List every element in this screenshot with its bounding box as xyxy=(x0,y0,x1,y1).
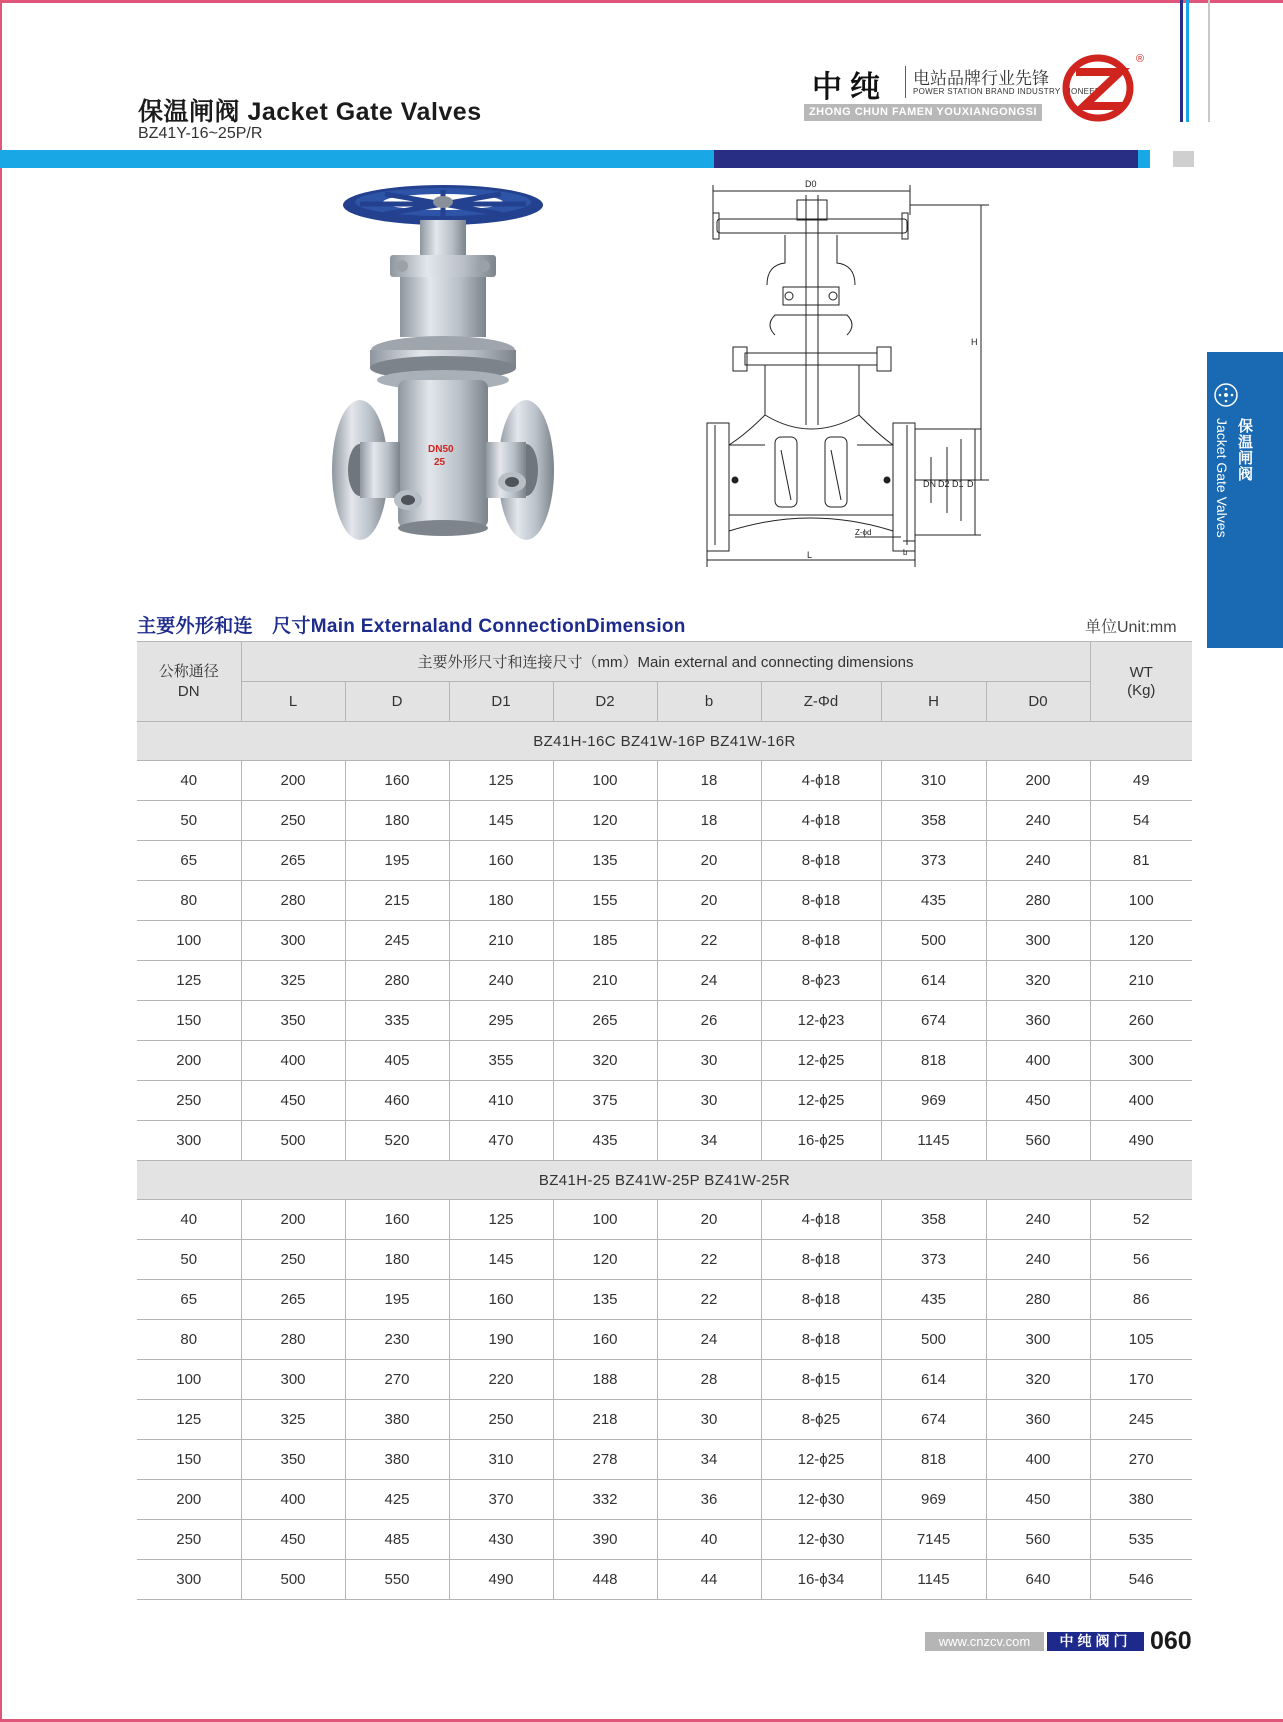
brand-name: 中纯 xyxy=(812,71,888,104)
table-cell: 145 xyxy=(449,801,553,841)
table-cell: 1145 xyxy=(881,1121,986,1161)
table-cell: 218 xyxy=(553,1400,657,1440)
table-cell: 28 xyxy=(657,1360,761,1400)
column-header: D0 xyxy=(986,682,1090,722)
table-row xyxy=(137,1001,1192,1041)
table-cell: 240 xyxy=(986,1240,1090,1280)
table-cell: 535 xyxy=(1090,1520,1192,1560)
table-cell: 160 xyxy=(345,1200,449,1240)
table-cell: 310 xyxy=(881,761,986,801)
table-cell: 370 xyxy=(449,1480,553,1520)
table-cell: 86 xyxy=(1090,1280,1192,1320)
table-cell: 40 xyxy=(657,1520,761,1560)
table-row xyxy=(137,881,1192,921)
body-marking-dn: DN50 xyxy=(428,444,454,455)
table-cell: 490 xyxy=(1090,1121,1192,1161)
table-cell: 320 xyxy=(986,961,1090,1001)
table-cell: 56 xyxy=(1090,1240,1192,1280)
drawing-label-b: b xyxy=(903,548,908,557)
table-cell: 22 xyxy=(657,921,761,961)
table-row xyxy=(137,1520,1192,1560)
column-header: Z-Φd xyxy=(761,682,881,722)
table-cell: 160 xyxy=(449,841,553,881)
table-cell: 8-ϕ18 xyxy=(761,921,881,961)
table-cell: 12-ϕ25 xyxy=(761,1440,881,1480)
table-cell: 100 xyxy=(137,921,241,961)
table-cell: 65 xyxy=(137,841,241,881)
column-header: H xyxy=(881,682,986,722)
table-row xyxy=(137,1320,1192,1360)
table-cell: 550 xyxy=(345,1560,449,1600)
table-cell: 44 xyxy=(657,1560,761,1600)
table-cell: 125 xyxy=(137,961,241,1001)
table-cell: 250 xyxy=(241,1240,345,1280)
table-cell: 30 xyxy=(657,1041,761,1081)
table-cell: 22 xyxy=(657,1280,761,1320)
table-cell: 8-ϕ23 xyxy=(761,961,881,1001)
column-header: b xyxy=(657,682,761,722)
drawing-label-l: L xyxy=(807,550,813,560)
table-row xyxy=(137,801,1192,841)
table-cell: 22 xyxy=(657,1240,761,1280)
table-cell: 135 xyxy=(553,841,657,881)
table-cell: 195 xyxy=(345,841,449,881)
table-cell: 16-ϕ25 xyxy=(761,1121,881,1161)
table-cell: 40 xyxy=(137,761,241,801)
table-cell: 270 xyxy=(345,1360,449,1400)
company-logo xyxy=(1062,50,1145,127)
table-body xyxy=(137,722,1192,1600)
table-cell: 350 xyxy=(241,1001,345,1041)
table-cell: 448 xyxy=(553,1560,657,1600)
table-cell: 180 xyxy=(449,881,553,921)
table-cell: 81 xyxy=(1090,841,1192,881)
table-cell: 470 xyxy=(449,1121,553,1161)
table-cell: 818 xyxy=(881,1041,986,1081)
left-border-line xyxy=(0,0,2,1722)
product-photo xyxy=(330,180,580,565)
header-bar-navy xyxy=(714,150,1138,168)
table-cell: 240 xyxy=(986,841,1090,881)
table-row xyxy=(137,761,1192,801)
drawing-label-d0: D0 xyxy=(805,179,817,189)
table-row xyxy=(137,921,1192,961)
table-cell: 250 xyxy=(137,1081,241,1121)
side-tab-label-en: Jacket Gate Valves xyxy=(1214,418,1230,538)
drawing-label-d: D xyxy=(967,479,974,489)
table-cell: 20 xyxy=(657,881,761,921)
table-cell: 100 xyxy=(1090,881,1192,921)
table-cell: 7145 xyxy=(881,1520,986,1560)
table-cell: 270 xyxy=(1090,1440,1192,1480)
table-row xyxy=(137,1200,1192,1240)
table-row xyxy=(137,1280,1192,1320)
table-cell: 18 xyxy=(657,761,761,801)
table-cell: 295 xyxy=(449,1001,553,1041)
table-cell: 640 xyxy=(986,1560,1090,1600)
header-bar-cyan xyxy=(0,150,714,168)
table-cell: 380 xyxy=(345,1400,449,1440)
table-cell: 245 xyxy=(1090,1400,1192,1440)
table-cell: 280 xyxy=(241,881,345,921)
table-cell: 200 xyxy=(137,1480,241,1520)
table-cell: 546 xyxy=(1090,1560,1192,1600)
table-cell: 65 xyxy=(137,1280,241,1320)
table-cell: 4-ϕ18 xyxy=(761,801,881,841)
table-cell: 390 xyxy=(553,1520,657,1560)
table-cell: 185 xyxy=(553,921,657,961)
table-cell: 520 xyxy=(345,1121,449,1161)
table-cell: 125 xyxy=(449,1200,553,1240)
table-cell: 300 xyxy=(137,1121,241,1161)
table-cell: 200 xyxy=(241,1200,345,1240)
table-cell: 1145 xyxy=(881,1560,986,1600)
table-cell: 8-ϕ18 xyxy=(761,881,881,921)
table-cell: 435 xyxy=(553,1121,657,1161)
table-cell: 180 xyxy=(345,801,449,841)
table-cell: 170 xyxy=(1090,1360,1192,1400)
table-cell: 120 xyxy=(1090,921,1192,961)
table-cell: 265 xyxy=(241,841,345,881)
table-cell: 425 xyxy=(345,1480,449,1520)
table-cell: 30 xyxy=(657,1400,761,1440)
table-cell: 125 xyxy=(137,1400,241,1440)
table-cell: 400 xyxy=(1090,1081,1192,1121)
column-header: L xyxy=(241,682,345,722)
technical-drawing xyxy=(705,175,1005,575)
table-cell: 450 xyxy=(986,1081,1090,1121)
column-header: D2 xyxy=(553,682,657,722)
header-wt: WT (Kg) xyxy=(1090,642,1192,722)
table-cell: 120 xyxy=(553,1240,657,1280)
table-group-row xyxy=(137,1161,1192,1200)
table-cell: 200 xyxy=(986,761,1090,801)
table-cell: 300 xyxy=(241,1360,345,1400)
table-cell: 30 xyxy=(657,1081,761,1121)
table-cell: 614 xyxy=(881,961,986,1001)
drawing-label-dn: DN xyxy=(923,479,936,489)
table-cell: 155 xyxy=(553,881,657,921)
table-cell: 969 xyxy=(881,1480,986,1520)
table-cell: 450 xyxy=(241,1520,345,1560)
table-cell: 210 xyxy=(553,961,657,1001)
table-row xyxy=(137,1041,1192,1081)
table-cell: 560 xyxy=(986,1520,1090,1560)
table-cell: 188 xyxy=(553,1360,657,1400)
table-cell: 310 xyxy=(449,1440,553,1480)
table-cell: 360 xyxy=(986,1001,1090,1041)
table-cell: 485 xyxy=(345,1520,449,1560)
table-cell: 373 xyxy=(881,841,986,881)
unit-label: 单位Unit:mm xyxy=(1085,619,1177,636)
table-cell: 240 xyxy=(986,1200,1090,1240)
table-cell: 40 xyxy=(137,1200,241,1240)
table-cell: 80 xyxy=(137,881,241,921)
table-cell: 614 xyxy=(881,1360,986,1400)
table-cell: 325 xyxy=(241,1400,345,1440)
table-cell: 8-ϕ18 xyxy=(761,1280,881,1320)
table-row xyxy=(137,841,1192,881)
brand-divider xyxy=(905,66,906,98)
table-cell: 4-ϕ18 xyxy=(761,761,881,801)
table-cell: 400 xyxy=(986,1440,1090,1480)
table-cell: 450 xyxy=(241,1081,345,1121)
table-cell: 12-ϕ30 xyxy=(761,1520,881,1560)
top-right-stripe-cyan xyxy=(1186,0,1189,122)
table-cell: 20 xyxy=(657,1200,761,1240)
table-cell: 280 xyxy=(241,1320,345,1360)
table-cell: 400 xyxy=(241,1480,345,1520)
model-range: BZ41Y-16~25P/R xyxy=(138,125,263,142)
table-row xyxy=(137,1480,1192,1520)
table-cell: 500 xyxy=(241,1560,345,1600)
table-cell: 435 xyxy=(881,1280,986,1320)
table-cell: 280 xyxy=(986,1280,1090,1320)
table-cell: 20 xyxy=(657,841,761,881)
table-cell: 215 xyxy=(345,881,449,921)
table-cell: 12-ϕ23 xyxy=(761,1001,881,1041)
table-cell: 200 xyxy=(137,1041,241,1081)
table-cell: 358 xyxy=(881,801,986,841)
table-cell: 12-ϕ25 xyxy=(761,1041,881,1081)
table-cell: 50 xyxy=(137,1240,241,1280)
table-row xyxy=(137,1240,1192,1280)
table-cell: 100 xyxy=(553,1200,657,1240)
drawing-label-z: Z-ϕd xyxy=(855,528,872,537)
table-cell: 818 xyxy=(881,1440,986,1480)
table-cell: 250 xyxy=(241,801,345,841)
table-cell: 460 xyxy=(345,1081,449,1121)
table-cell: 300 xyxy=(241,921,345,961)
table-cell: 190 xyxy=(449,1320,553,1360)
table-cell: 8-ϕ25 xyxy=(761,1400,881,1440)
table-cell: 380 xyxy=(1090,1480,1192,1520)
table-cell: 325 xyxy=(241,961,345,1001)
brand-slogan-en: POWER STATION BRAND INDUSTRY PIONEER xyxy=(913,87,1102,96)
table-cell: 240 xyxy=(986,801,1090,841)
table-cell: 300 xyxy=(137,1560,241,1600)
table-cell: 24 xyxy=(657,961,761,1001)
table-cell: 150 xyxy=(137,1001,241,1041)
body-marking-pn: 25 xyxy=(434,457,446,468)
table-row xyxy=(137,1121,1192,1161)
table-cell: 150 xyxy=(137,1440,241,1480)
table-cell: 500 xyxy=(881,1320,986,1360)
table-cell: 160 xyxy=(345,761,449,801)
table-cell: 12-ϕ30 xyxy=(761,1480,881,1520)
top-border-line xyxy=(0,0,1283,3)
footer-brand: 中纯阀门 xyxy=(1047,1632,1144,1651)
top-right-stripe-navy xyxy=(1180,0,1183,122)
table-cell: 26 xyxy=(657,1001,761,1041)
table-cell: 300 xyxy=(986,1320,1090,1360)
table-cell: 8-ϕ18 xyxy=(761,1240,881,1280)
header-dn: 公称通径 DN xyxy=(137,642,241,722)
table-row xyxy=(137,1081,1192,1121)
table-cell: 360 xyxy=(986,1400,1090,1440)
column-header: D1 xyxy=(449,682,553,722)
table-cell: 400 xyxy=(986,1041,1090,1081)
table-cell: 320 xyxy=(986,1360,1090,1400)
table-cell: 100 xyxy=(137,1360,241,1400)
table-cell: 332 xyxy=(553,1480,657,1520)
table-cell: 260 xyxy=(1090,1001,1192,1041)
table-cell: 265 xyxy=(241,1280,345,1320)
top-right-stripe-gray xyxy=(1208,0,1210,122)
table-cell: 300 xyxy=(1090,1041,1192,1081)
table-cell: 240 xyxy=(449,961,553,1001)
header-bar-end xyxy=(1138,150,1150,168)
table-cell: 52 xyxy=(1090,1200,1192,1240)
table-cell: 500 xyxy=(241,1121,345,1161)
drawing-label-d2: D2 xyxy=(938,479,950,489)
table-cell: 8-ϕ18 xyxy=(761,841,881,881)
table-cell: 34 xyxy=(657,1440,761,1480)
header-bar-gray-block xyxy=(1173,151,1194,167)
table-cell: 278 xyxy=(553,1440,657,1480)
table-cell: 410 xyxy=(449,1081,553,1121)
table-cell: 490 xyxy=(449,1560,553,1600)
table-cell: 674 xyxy=(881,1400,986,1440)
table-cell: 105 xyxy=(1090,1320,1192,1360)
table-cell: 210 xyxy=(449,921,553,961)
table-cell: 80 xyxy=(137,1320,241,1360)
table-cell: 50 xyxy=(137,801,241,841)
column-header: D xyxy=(345,682,449,722)
table-cell: 100 xyxy=(553,761,657,801)
table-cell: 16-ϕ34 xyxy=(761,1560,881,1600)
model-group-title: BZ41H-25 BZ41W-25P BZ41W-25R xyxy=(137,1161,1192,1200)
table-cell: 373 xyxy=(881,1240,986,1280)
table-cell: 160 xyxy=(449,1280,553,1320)
drawing-label-d1: D1 xyxy=(952,479,964,489)
table-cell: 49 xyxy=(1090,761,1192,801)
table-cell: 210 xyxy=(1090,961,1192,1001)
table-cell: 500 xyxy=(881,921,986,961)
table-cell: 380 xyxy=(345,1440,449,1480)
table-cell: 430 xyxy=(449,1520,553,1560)
table-cell: 195 xyxy=(345,1280,449,1320)
table-cell: 280 xyxy=(986,881,1090,921)
table-cell: 300 xyxy=(986,921,1090,961)
dimension-table xyxy=(137,641,1192,1600)
table-cell: 230 xyxy=(345,1320,449,1360)
table-cell: 245 xyxy=(345,921,449,961)
table-cell: 358 xyxy=(881,1200,986,1240)
table-cell: 54 xyxy=(1090,801,1192,841)
table-cell: 145 xyxy=(449,1240,553,1280)
table-row xyxy=(137,1360,1192,1400)
table-cell: 250 xyxy=(449,1400,553,1440)
drawing-label-h: H xyxy=(971,337,978,347)
table-cell: 355 xyxy=(449,1041,553,1081)
table-cell: 400 xyxy=(241,1041,345,1081)
section-title: 主要外形和连 尺寸Main Externaland ConnectionDimension xyxy=(137,616,686,637)
page-title: 保温闸阀 Jacket Gate Valves xyxy=(138,98,482,126)
table-row xyxy=(137,961,1192,1001)
table-row xyxy=(137,1400,1192,1440)
table-cell: 200 xyxy=(241,761,345,801)
brand-slogan: 电站品牌行业先锋 xyxy=(913,69,1049,88)
table-cell: 450 xyxy=(986,1480,1090,1520)
ring-icon xyxy=(1213,382,1239,413)
header-main-dimensions: 主要外形尺寸和连接尺寸（mm）Main external and connecting dimensions xyxy=(241,642,1090,682)
table-cell: 34 xyxy=(657,1121,761,1161)
table-cell: 125 xyxy=(449,761,553,801)
model-group-title: BZ41H-16C BZ41W-16P BZ41W-16R xyxy=(137,722,1192,761)
table-cell: 375 xyxy=(553,1081,657,1121)
table-cell: 120 xyxy=(553,801,657,841)
table-group-row xyxy=(137,722,1192,761)
table-cell: 220 xyxy=(449,1360,553,1400)
side-tab-label-zh: 保温闸阀 xyxy=(1236,418,1253,482)
table-row xyxy=(137,1560,1192,1600)
table-cell: 350 xyxy=(241,1440,345,1480)
table-cell: 24 xyxy=(657,1320,761,1360)
table-cell: 12-ϕ25 xyxy=(761,1081,881,1121)
side-tab-labels xyxy=(1210,418,1270,628)
company-name-strip: ZHONG CHUN FAMEN YOUXIANGONGSI xyxy=(804,104,1042,121)
table-row xyxy=(137,1440,1192,1480)
table-cell: 435 xyxy=(881,881,986,921)
table-cell: 4-ϕ18 xyxy=(761,1200,881,1240)
table-cell: 135 xyxy=(553,1280,657,1320)
table-cell: 8-ϕ15 xyxy=(761,1360,881,1400)
table-cell: 674 xyxy=(881,1001,986,1041)
footer-url: www.cnzcv.com xyxy=(925,1632,1044,1651)
table-cell: 560 xyxy=(986,1121,1090,1161)
registered-mark: ® xyxy=(1136,53,1145,65)
table-cell: 280 xyxy=(345,961,449,1001)
table-cell: 250 xyxy=(137,1520,241,1560)
table-cell: 180 xyxy=(345,1240,449,1280)
table-cell: 969 xyxy=(881,1081,986,1121)
page-number: 060 xyxy=(1150,1627,1192,1655)
table-cell: 335 xyxy=(345,1001,449,1041)
table-cell: 36 xyxy=(657,1480,761,1520)
table-cell: 8-ϕ18 xyxy=(761,1320,881,1360)
table-cell: 320 xyxy=(553,1041,657,1081)
table-cell: 18 xyxy=(657,801,761,841)
table-cell: 405 xyxy=(345,1041,449,1081)
table-cell: 265 xyxy=(553,1001,657,1041)
table-cell: 160 xyxy=(553,1320,657,1360)
